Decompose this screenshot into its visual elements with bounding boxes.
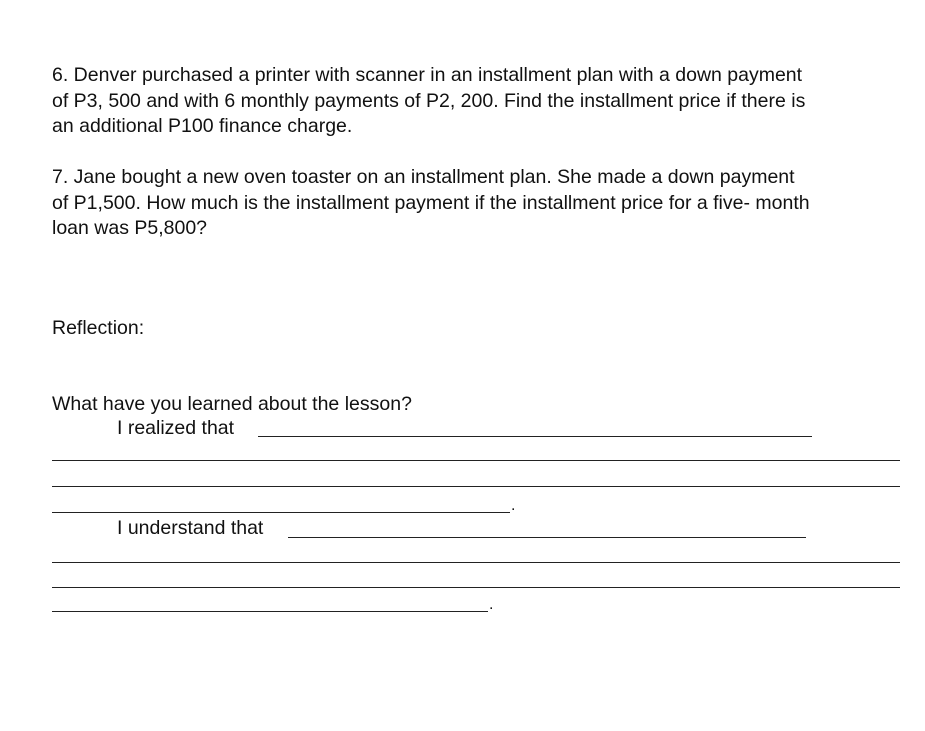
realized-answer-line-4[interactable] [52,512,510,513]
understand-answer-line-4[interactable] [52,611,488,612]
understand-answer-line-1[interactable] [288,537,806,538]
understand-prompt: I understand that [117,517,264,539]
understand-answer-line-2[interactable] [52,562,900,563]
realized-answer-line-2[interactable] [52,460,900,461]
problem-6-line-3: an additional P100 finance charge. [52,115,353,137]
realized-answer-line-3[interactable] [52,486,900,487]
problem-6-line-2: of P3, 500 and with 6 monthly payments of P2, 200. Find the installment price if there is [52,89,806,112]
reflection-question: What have you learned about the lesson? [52,393,412,415]
problem-6-line-1: 6. Denver purchased a printer with scanner in an installment plan with a down payment [52,64,803,86]
problem-6 [52,63,912,140]
realized-end-period: . [511,497,516,514]
understand-end-period: . [489,596,494,613]
problem-7-line-3: loan was P5,800? [52,217,208,239]
reflection-heading: Reflection: [52,317,145,339]
realized-answer-line-1[interactable] [258,436,812,437]
understand-answer-line-3[interactable] [52,587,900,588]
realized-prompt: I realized that [117,417,235,439]
problem-7-line-2: of P1,500. How much is the installment payment if the installment price for a five- month [52,191,810,214]
problem-7 [52,165,912,242]
problem-7-line-1: 7. Jane bought a new oven toaster on an installment plan. She made a down payment [52,166,795,188]
